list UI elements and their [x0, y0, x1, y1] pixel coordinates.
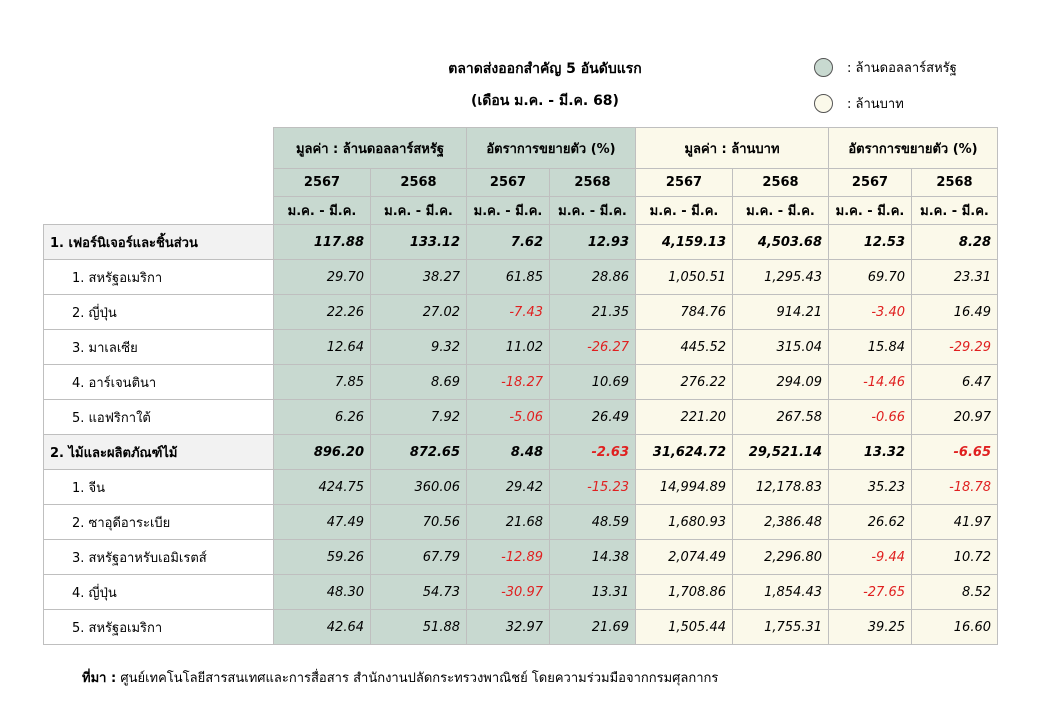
row-label: 2. ไม้และผลิตภัณฑ์ไม้ [44, 435, 274, 470]
header-period: ม.ค. - มี.ค. [274, 197, 371, 225]
value-cell: 8.48 [467, 435, 550, 470]
value-cell: 1,854.43 [733, 575, 829, 610]
header-year: 2567 [274, 169, 371, 197]
value-cell: 10.72 [912, 540, 998, 575]
value-cell: 20.97 [912, 400, 998, 435]
row-label: 1. เฟอร์นิเจอร์และชิ้นส่วน [44, 225, 274, 260]
source-text: ศูนย์เทคโนโลยีสารสนเทศและการสื่อสาร สำนักงานปลัดกระทรวงพาณิชย์ โดยความร่วมมือจากกรมศุลกากร [120, 671, 719, 686]
value-cell: 48.30 [274, 575, 371, 610]
value-cell: 267.58 [733, 400, 829, 435]
row-label: 5. สหรัฐอเมริกา [44, 610, 274, 645]
table-row [44, 610, 998, 645]
value-cell: 29.70 [274, 260, 371, 295]
value-cell: 47.49 [274, 505, 371, 540]
row-label: 1. จีน [44, 470, 274, 505]
table-row [44, 575, 998, 610]
value-cell: 8.28 [912, 225, 998, 260]
header-usd-growth: อัตราการขยายตัว (%) [467, 128, 636, 169]
row-label: 2. ญี่ปุ่น [44, 295, 274, 330]
value-cell: 2,386.48 [733, 505, 829, 540]
value-cell: 1,505.44 [636, 610, 733, 645]
value-cell: 35.23 [829, 470, 912, 505]
value-cell: -0.66 [829, 400, 912, 435]
header-period: ม.ค. - มี.ค. [467, 197, 550, 225]
value-cell: 6.47 [912, 365, 998, 400]
header-year: 2568 [550, 169, 636, 197]
value-cell: 21.69 [550, 610, 636, 645]
header-period: ม.ค. - มี.ค. [733, 197, 829, 225]
value-cell: 424.75 [274, 470, 371, 505]
value-cell: -9.44 [829, 540, 912, 575]
value-cell: 26.49 [550, 400, 636, 435]
row-label: 5. แอฟริกาใต้ [44, 400, 274, 435]
value-cell: -15.23 [550, 470, 636, 505]
value-cell: 1,708.86 [636, 575, 733, 610]
value-cell: 54.73 [371, 575, 467, 610]
value-cell: 4,159.13 [636, 225, 733, 260]
value-cell: 13.32 [829, 435, 912, 470]
value-cell: 445.52 [636, 330, 733, 365]
report-title: ตลาดส่งออกสำคัญ 5 อันดับแรก [448, 61, 642, 77]
header-year: 2568 [371, 169, 467, 197]
value-cell: 59.26 [274, 540, 371, 575]
value-cell: 69.70 [829, 260, 912, 295]
value-cell: 28.86 [550, 260, 636, 295]
value-cell: 38.27 [371, 260, 467, 295]
value-cell: -12.89 [467, 540, 550, 575]
table-row [44, 540, 998, 575]
value-cell: 67.79 [371, 540, 467, 575]
value-cell: 41.97 [912, 505, 998, 540]
value-cell: 7.92 [371, 400, 467, 435]
header-period: ม.ค. - มี.ค. [371, 197, 467, 225]
value-cell: -7.43 [467, 295, 550, 330]
value-cell: 16.49 [912, 295, 998, 330]
value-cell: 21.68 [467, 505, 550, 540]
value-cell: 221.20 [636, 400, 733, 435]
value-cell: 4,503.68 [733, 225, 829, 260]
value-cell: 61.85 [467, 260, 550, 295]
value-cell: 784.76 [636, 295, 733, 330]
value-cell: -26.27 [550, 330, 636, 365]
value-cell: -14.46 [829, 365, 912, 400]
value-cell: 16.60 [912, 610, 998, 645]
value-cell: -29.29 [912, 330, 998, 365]
header-usd-value: มูลค่า : ล้านดอลลาร์สหรัฐ [274, 128, 467, 169]
value-cell: 7.85 [274, 365, 371, 400]
value-cell: -30.97 [467, 575, 550, 610]
value-cell: 360.06 [371, 470, 467, 505]
category-row [44, 435, 998, 470]
value-cell: 29,521.14 [733, 435, 829, 470]
value-cell: 1,755.31 [733, 610, 829, 645]
row-label: 1. สหรัฐอเมริกา [44, 260, 274, 295]
legend-thb-label: : ล้านบาท [847, 97, 904, 112]
source-note [82, 667, 718, 688]
value-cell: 12.64 [274, 330, 371, 365]
header-period-row [44, 197, 998, 225]
table-row [44, 400, 998, 435]
category-row [44, 225, 998, 260]
header-thb-growth: อัตราการขยายตัว (%) [829, 128, 998, 169]
source-label: ที่มา : [82, 671, 117, 686]
value-cell: 133.12 [371, 225, 467, 260]
value-cell: 117.88 [274, 225, 371, 260]
value-cell: 31,624.72 [636, 435, 733, 470]
value-cell: 12,178.83 [733, 470, 829, 505]
table-row [44, 330, 998, 365]
value-cell: 14,994.89 [636, 470, 733, 505]
value-cell: -27.65 [829, 575, 912, 610]
value-cell: 294.09 [733, 365, 829, 400]
value-cell: 51.88 [371, 610, 467, 645]
header-year: 2567 [467, 169, 550, 197]
value-cell: 12.93 [550, 225, 636, 260]
row-label: 4. อาร์เจนตินา [44, 365, 274, 400]
header-period: ม.ค. - มี.ค. [636, 197, 733, 225]
row-label: 3. สหรัฐอาหรับเอมิเรตส์ [44, 540, 274, 575]
value-cell: 70.56 [371, 505, 467, 540]
value-cell: 2,296.80 [733, 540, 829, 575]
header-period: ม.ค. - มี.ค. [912, 197, 998, 225]
value-cell: 10.69 [550, 365, 636, 400]
report-subtitle: (เดือน ม.ค. - มี.ค. 68) [471, 93, 619, 109]
value-cell: -18.78 [912, 470, 998, 505]
header-period: ม.ค. - มี.ค. [550, 197, 636, 225]
table-row [44, 365, 998, 400]
header-thb-value: มูลค่า : ล้านบาท [636, 128, 829, 169]
table-row [44, 470, 998, 505]
header-year: 2568 [912, 169, 998, 197]
value-cell: 12.53 [829, 225, 912, 260]
legend-usd [814, 57, 957, 78]
header-blank [44, 197, 274, 225]
value-cell: 27.02 [371, 295, 467, 330]
value-cell: 26.62 [829, 505, 912, 540]
header-blank [44, 128, 274, 169]
header-period: ม.ค. - มี.ค. [829, 197, 912, 225]
row-label: 3. มาเลเซีย [44, 330, 274, 365]
value-cell: 276.22 [636, 365, 733, 400]
value-cell: 13.31 [550, 575, 636, 610]
value-cell: 32.97 [467, 610, 550, 645]
value-cell: 21.35 [550, 295, 636, 330]
value-cell: -6.65 [912, 435, 998, 470]
value-cell: -2.63 [550, 435, 636, 470]
value-cell: -3.40 [829, 295, 912, 330]
header-blank [44, 169, 274, 197]
value-cell: 7.62 [467, 225, 550, 260]
table-body [44, 225, 998, 645]
value-cell: 914.21 [733, 295, 829, 330]
value-cell: 8.69 [371, 365, 467, 400]
value-cell: 29.42 [467, 470, 550, 505]
value-cell: 315.04 [733, 330, 829, 365]
value-cell: -18.27 [467, 365, 550, 400]
value-cell: 1,050.51 [636, 260, 733, 295]
value-cell: 9.32 [371, 330, 467, 365]
row-label: 2. ซาอุดีอาระเบีย [44, 505, 274, 540]
legend-usd-swatch [814, 58, 833, 77]
value-cell: 872.65 [371, 435, 467, 470]
value-cell: 11.02 [467, 330, 550, 365]
export-table [43, 127, 998, 645]
value-cell: 42.64 [274, 610, 371, 645]
value-cell: 1,680.93 [636, 505, 733, 540]
value-cell: 14.38 [550, 540, 636, 575]
value-cell: 15.84 [829, 330, 912, 365]
table-row [44, 295, 998, 330]
header-year: 2567 [636, 169, 733, 197]
header-year: 2568 [733, 169, 829, 197]
value-cell: 39.25 [829, 610, 912, 645]
value-cell: 22.26 [274, 295, 371, 330]
value-cell: 2,074.49 [636, 540, 733, 575]
legend-thb [814, 93, 904, 114]
value-cell: 8.52 [912, 575, 998, 610]
header-year-row [44, 169, 998, 197]
value-cell: -5.06 [467, 400, 550, 435]
legend-usd-label: : ล้านดอลลาร์สหรัฐ [847, 61, 957, 76]
table-row [44, 505, 998, 540]
header-group-row [44, 128, 998, 169]
value-cell: 48.59 [550, 505, 636, 540]
value-cell: 1,295.43 [733, 260, 829, 295]
value-cell: 23.31 [912, 260, 998, 295]
table-row [44, 260, 998, 295]
legend-thb-swatch [814, 94, 833, 113]
value-cell: 896.20 [274, 435, 371, 470]
header-year: 2567 [829, 169, 912, 197]
value-cell: 6.26 [274, 400, 371, 435]
row-label: 4. ญี่ปุ่น [44, 575, 274, 610]
